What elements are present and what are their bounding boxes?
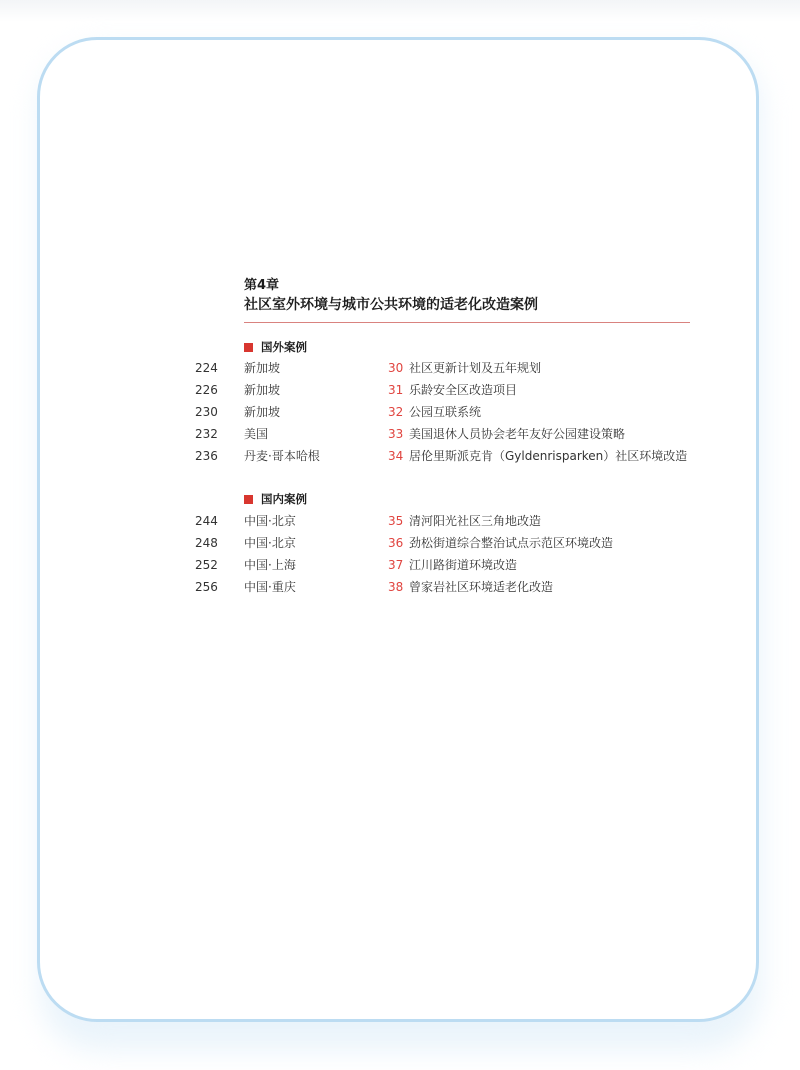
- case-number: 33: [388, 427, 404, 441]
- toc-entry[interactable]: [0, 359, 800, 377]
- case-title: 江川路街道环境改造: [409, 558, 518, 572]
- page-number: 252: [195, 558, 218, 572]
- toc-entry[interactable]: [0, 425, 800, 443]
- case-title: 清河阳光社区三角地改造: [409, 514, 542, 528]
- case-title: 劲松街道综合整治试点示范区环境改造: [409, 536, 614, 550]
- page-number: 236: [195, 449, 218, 463]
- case-title: 乐龄安全区改造项目: [409, 383, 518, 397]
- page-number: 232: [195, 427, 218, 441]
- section-label: 国外案例: [261, 340, 307, 354]
- toc-entry[interactable]: [0, 447, 800, 465]
- case-title: 公园互联系统: [409, 405, 482, 419]
- case-location: 中国·上海: [244, 558, 296, 572]
- page-number: 244: [195, 514, 218, 528]
- case-location: 中国·北京: [244, 514, 296, 528]
- case-location: 中国·北京: [244, 536, 296, 550]
- toc-entry[interactable]: [0, 556, 800, 574]
- case-title: 美国退休人员协会老年友好公园建设策略: [409, 427, 626, 441]
- case-title: 居伦里斯派克肯（Gyldenrisparken）社区环境改造: [409, 449, 688, 463]
- toc-entry[interactable]: [0, 534, 800, 552]
- page-number: 224: [195, 361, 218, 375]
- red-square-icon: [244, 343, 253, 352]
- page-number: 256: [195, 580, 218, 594]
- section-label: 国内案例: [261, 492, 307, 506]
- case-number: 34: [388, 449, 404, 463]
- case-location: 中国·重庆: [244, 580, 296, 594]
- section-heading-domestic: [244, 491, 307, 507]
- chapter-number: 第4章: [244, 278, 280, 293]
- page-number: 226: [195, 383, 218, 397]
- case-number: 31: [388, 383, 404, 397]
- toc-entry[interactable]: [0, 403, 800, 421]
- top-background-fade: [0, 0, 800, 22]
- case-number: 32: [388, 405, 404, 419]
- case-number: 37: [388, 558, 404, 572]
- case-number: 30: [388, 361, 404, 375]
- case-title: 社区更新计划及五年规划: [409, 361, 542, 375]
- page-number: 230: [195, 405, 218, 419]
- chapter-divider: [244, 322, 690, 323]
- section-heading-foreign: [244, 339, 307, 355]
- case-location: 新加坡: [244, 361, 281, 375]
- case-number: 36: [388, 536, 404, 550]
- case-location: 新加坡: [244, 405, 281, 419]
- chapter-title: 社区室外环境与城市公共环境的适老化改造案例: [244, 297, 538, 313]
- toc-entry[interactable]: [0, 381, 800, 399]
- page-number: 248: [195, 536, 218, 550]
- case-location: 美国: [244, 427, 269, 441]
- red-square-icon: [244, 495, 253, 504]
- case-location: 新加坡: [244, 383, 281, 397]
- toc-entry[interactable]: [0, 512, 800, 530]
- toc-entry[interactable]: [0, 578, 800, 596]
- case-title: 曾家岩社区环境适老化改造: [409, 580, 554, 594]
- case-location: 丹麦·哥本哈根: [244, 449, 320, 463]
- case-number: 38: [388, 580, 404, 594]
- case-number: 35: [388, 514, 404, 528]
